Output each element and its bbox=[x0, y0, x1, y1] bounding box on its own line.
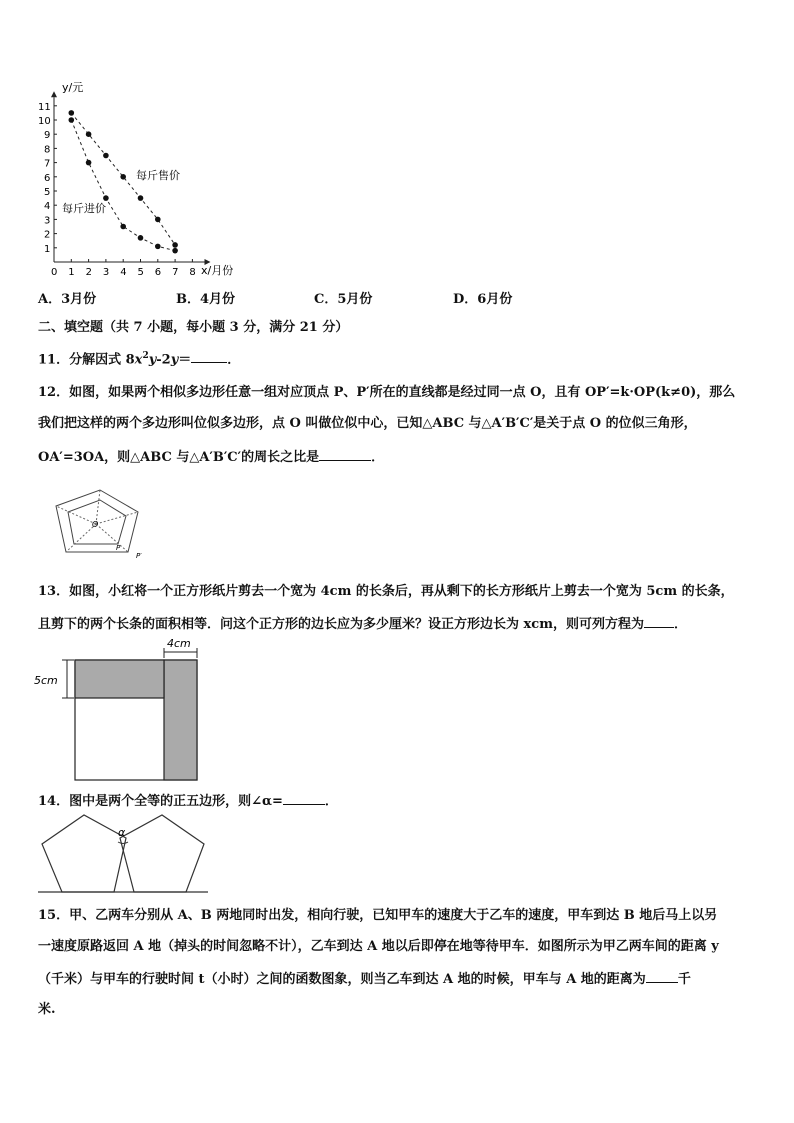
data-point-series-0 bbox=[103, 153, 109, 159]
q12-line-3-suffix: ． bbox=[371, 450, 385, 465]
question-14 bbox=[38, 790, 338, 811]
q12-line-2: 我们把这样的两个多边形叫位似多边形，点 O 叫做位似中心，已知△ABC 与△A′B′C′是关于点 O 的位似三角形， bbox=[38, 416, 697, 431]
y-tick-label: 8 bbox=[44, 144, 51, 156]
data-point-series-1 bbox=[138, 235, 144, 241]
answer-blank-12 bbox=[319, 446, 371, 461]
data-point-series-1 bbox=[120, 224, 126, 230]
answer-blank-11 bbox=[191, 348, 227, 363]
label-o: O bbox=[92, 520, 99, 529]
right-pentagon bbox=[120, 815, 204, 892]
option-c: C．5月份 bbox=[314, 292, 373, 307]
q13-line-2-suffix: ． bbox=[673, 617, 687, 632]
q15-line-3-suffix: 千 bbox=[677, 972, 691, 987]
q11-expr-d: -2 bbox=[156, 352, 171, 368]
data-point-series-0 bbox=[120, 174, 126, 180]
option-b: B．4月份 bbox=[176, 292, 236, 307]
q15-line-3-text: （千米）与甲车的行驶时间 t（小时）之间的函数图象，则当乙车到达 A 地的时候，甲车与 A 地的距离为 bbox=[38, 972, 646, 987]
label-5cm: 5cm bbox=[34, 674, 58, 687]
q11-expr-c: y bbox=[148, 352, 157, 368]
x-tick-label: 5 bbox=[137, 267, 144, 278]
y-axis-label: y/元 bbox=[62, 81, 84, 94]
x-tick-label: 3 bbox=[102, 267, 110, 278]
x-tick-label: 1 bbox=[68, 267, 75, 278]
y-tick-label: 11 bbox=[38, 101, 51, 113]
answer-blank-14 bbox=[283, 790, 325, 805]
q12-line-3 bbox=[38, 446, 384, 467]
y-tick-label: 5 bbox=[44, 187, 51, 198]
y-tick-label: 3 bbox=[44, 215, 51, 227]
q11-expr-f: ＝ bbox=[178, 352, 192, 368]
option-d: D．6月份 bbox=[453, 292, 513, 307]
q14-suffix: ． bbox=[324, 794, 338, 809]
x-axis-label: x/月份 bbox=[201, 264, 234, 277]
y-axis-arrow bbox=[51, 91, 57, 97]
y-tick-label: 1 bbox=[44, 243, 51, 255]
label-p: P bbox=[116, 544, 121, 552]
square-strips-figure bbox=[30, 634, 210, 784]
option-a: A．3月份 bbox=[38, 292, 97, 307]
q15-line-2: 一速度原路返回 A 地（掉头的时间忽略不计），乙车到达 A 地以后即停在地等待甲车．如图所示为甲乙两车间的距离 y bbox=[38, 939, 719, 954]
data-point-series-1 bbox=[86, 160, 92, 166]
strip-4cm bbox=[164, 660, 197, 780]
data-point-series-0 bbox=[69, 110, 75, 116]
q11-prefix: 11．分解因式 bbox=[38, 352, 126, 368]
series-label-buy: 每斤进价 bbox=[62, 202, 106, 215]
data-point-series-0 bbox=[138, 195, 144, 201]
answer-blank-15 bbox=[646, 968, 678, 983]
q11-expr-a: 8 bbox=[125, 352, 135, 368]
q15-line-4: 米. bbox=[38, 1002, 56, 1017]
x-tick-label: 6 bbox=[154, 267, 162, 278]
data-point-series-1 bbox=[69, 117, 75, 123]
data-point-series-1 bbox=[155, 244, 161, 250]
data-point-series-1 bbox=[172, 248, 178, 254]
q11-expr-sup: 2 bbox=[142, 351, 149, 361]
q11-suffix: ． bbox=[227, 352, 241, 368]
y-tick-label: 7 bbox=[44, 158, 51, 170]
x-tick-label: 4 bbox=[120, 267, 127, 278]
data-point-series-0 bbox=[155, 217, 161, 223]
x-tick-label: 8 bbox=[189, 267, 196, 278]
data-point-series-0 bbox=[172, 242, 178, 248]
left-pentagon bbox=[42, 815, 126, 892]
q11-expr-b: x bbox=[134, 352, 143, 368]
question-11 bbox=[38, 347, 240, 369]
strip-5cm bbox=[75, 660, 164, 698]
q12-line-1: 12．如图，如果两个相似多边形任意一组对应顶点 P、P′所在的直线都是经过同一点 O，且有 OP′=k·OP(k≠0)，那么 bbox=[38, 385, 736, 400]
y-tick-label: 2 bbox=[44, 229, 51, 241]
homothety-figure bbox=[48, 484, 156, 562]
answer-blank-13 bbox=[644, 613, 674, 628]
x-tick-label: 2 bbox=[85, 267, 92, 278]
x-tick-label: 0 bbox=[51, 267, 58, 278]
q12-line-3-text: OA′=3OA，则△ABC 与△A′B′C′的周长之比是 bbox=[38, 450, 320, 465]
alpha-label: α bbox=[118, 826, 126, 839]
section-heading: 二、填空题（共 7 小题，每小题 3 分，满分 21 分） bbox=[38, 320, 349, 335]
label-p-prime: P′ bbox=[136, 552, 142, 560]
q13-line-1: 13．如图，小红将一个正方形纸片剪去一个宽为 4cm 的长条后，再从剩下的长方形纸片上剪去一个宽为 5cm 的长条， bbox=[38, 584, 734, 599]
series-label-sell: 每斤售价 bbox=[136, 169, 180, 182]
data-point-series-1 bbox=[103, 195, 109, 201]
series-line-1 bbox=[71, 120, 175, 251]
q14-text: 14．图中是两个全等的正五边形，则∠α= bbox=[38, 794, 283, 809]
y-tick-label: 6 bbox=[44, 172, 51, 184]
pentagons-figure bbox=[36, 812, 212, 896]
q13-line-2-text: 且剪下的两个长条的面积相等．问这个正方形的边长应为多少厘米？设正方形边长为 xcm，则可列方程为 bbox=[38, 617, 644, 632]
price-chart bbox=[30, 80, 250, 280]
q15-line-1: 15．甲、乙两车分别从 A、B 两地同时出发，相向行驶，已知甲车的速度大于乙车的速度，甲车到达 B 地后马上以另 bbox=[38, 908, 718, 923]
y-tick-label: 4 bbox=[44, 201, 51, 213]
q15-line-3 bbox=[38, 968, 691, 989]
y-tick-label: 9 bbox=[44, 130, 51, 142]
data-point-series-0 bbox=[86, 131, 92, 137]
q11-expr-e: y bbox=[170, 352, 179, 368]
y-tick-label: 10 bbox=[38, 116, 51, 127]
x-tick-label: 7 bbox=[172, 267, 179, 278]
q13-line-2 bbox=[38, 613, 687, 634]
label-4cm: 4cm bbox=[167, 637, 191, 650]
